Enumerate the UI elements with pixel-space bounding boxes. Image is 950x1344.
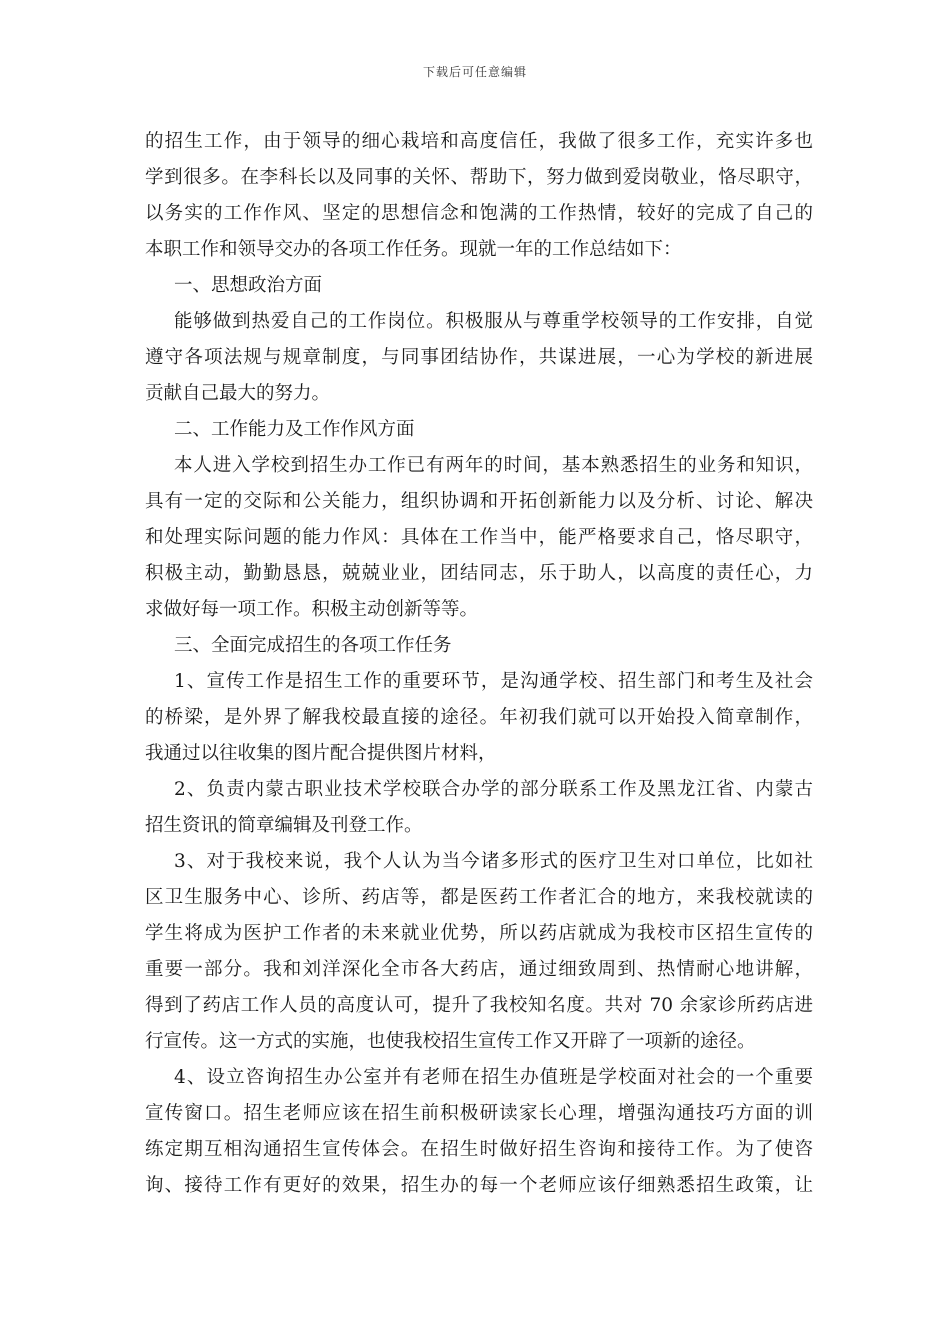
paragraph-line: 4、设立咨询招生办公室并有老师在招生办值班是学校面对社会的一个重要: [174, 1067, 813, 1088]
paragraph-line: 2、负责内蒙古职业技术学校联合办学的部分联系工作及黑龙江省、内蒙古: [174, 779, 813, 800]
paragraph-line: 以务实的工作作风、坚定的思想信念和饱满的工作热情，较好的完成了自己的: [145, 203, 813, 224]
paragraph-line: 学到很多。在李科长以及同事的关怀、帮助下，努力做到爱岗敬业，恪尽职守，: [145, 167, 813, 188]
paragraph-line: 得到了药店工作人员的高度认可，提升了我校知名度。共对 70 余家诊所药店进: [145, 995, 813, 1016]
paragraph-line: 积极主动，勤勤恳恳，兢兢业业，团结同志，乐于助人，以高度的责任心，力: [145, 563, 813, 584]
paragraph-line: 学生将成为医护工作者的未来就业优势，所以药店就成为我校市区招生宣传的: [145, 923, 813, 944]
paragraph-line: 3、对于我校来说，我个人认为当今诸多形式的医疗卫生对口单位，比如社: [174, 851, 813, 872]
paragraph-line: 练定期互相沟通招生宣传体会。在招生时做好招生咨询和接待工作。为了使咨: [145, 1139, 813, 1160]
paragraph-line: 1、宣传工作是招生工作的重要环节，是沟通学校、招生部门和考生及社会: [174, 671, 813, 692]
paragraph-line: 招生资讯的简章编辑及刊登工作。: [145, 815, 423, 836]
paragraph-line: 我通过以往收集的图片配合提供图片材料，: [145, 743, 497, 764]
page-header-note: 下载后可任意编辑: [422, 65, 527, 79]
paragraph-line: 重要一部分。我和刘洋深化全市各大药店，通过细致周到、热情耐心地讲解，: [145, 959, 813, 980]
paragraph-line: 的招生工作，由于领导的细心栽培和高度信任，我做了很多工作，充实许多也: [145, 131, 813, 152]
section-heading: 三、全面完成招生的各项工作任务: [174, 635, 452, 656]
paragraph-line: 宣传窗口。招生老师应该在招生前积极研读家长心理，增强沟通技巧方面的训: [145, 1103, 813, 1124]
paragraph-line: 本职工作和领导交办的各项工作任务。现就一年的工作总结如下：: [145, 239, 682, 260]
paragraph-line: 和处理实际问题的能力作风：具体在工作当中，能严格要求自己，恪尽职守，: [145, 527, 813, 548]
paragraph-line: 遵守各项法规与规章制度，与同事团结协作，共谋进展，一心为学校的新进展: [145, 347, 813, 368]
document-body: [145, 124, 813, 1204]
paragraph-line: 询、接待工作有更好的效果，招生办的每一个老师应该仔细熟悉招生政策，让: [145, 1175, 813, 1196]
paragraph-line: 的桥梁，是外界了解我校最直接的途径。年初我们就可以开始投入简章制作，: [145, 707, 813, 728]
paragraph-line: 本人进入学校到招生办工作已有两年的时间，基本熟悉招生的业务和知识，: [174, 455, 813, 476]
paragraph-line: 贡献自己最大的努力。: [145, 383, 331, 404]
section-heading: 二、工作能力及工作作风方面: [174, 419, 415, 440]
paragraph-line: 求做好每一项工作。积极主动创新等等。: [145, 599, 479, 620]
paragraph-line: 能够做到热爱自己的工作岗位。积极服从与尊重学校领导的工作安排，自觉: [174, 311, 813, 332]
paragraph-line: 区卫生服务中心、诊所、药店等，都是医药工作者汇合的地方，来我校就读的: [145, 887, 813, 908]
section-heading: 一、思想政治方面: [174, 275, 323, 296]
paragraph-line: 具有一定的交际和公关能力，组织协调和开拓创新能力以及分析、讨论、解决: [145, 491, 813, 512]
paragraph-line: 行宣传。这一方式的实施，也使我校招生宣传工作又开辟了一项新的途径。: [145, 1031, 756, 1052]
